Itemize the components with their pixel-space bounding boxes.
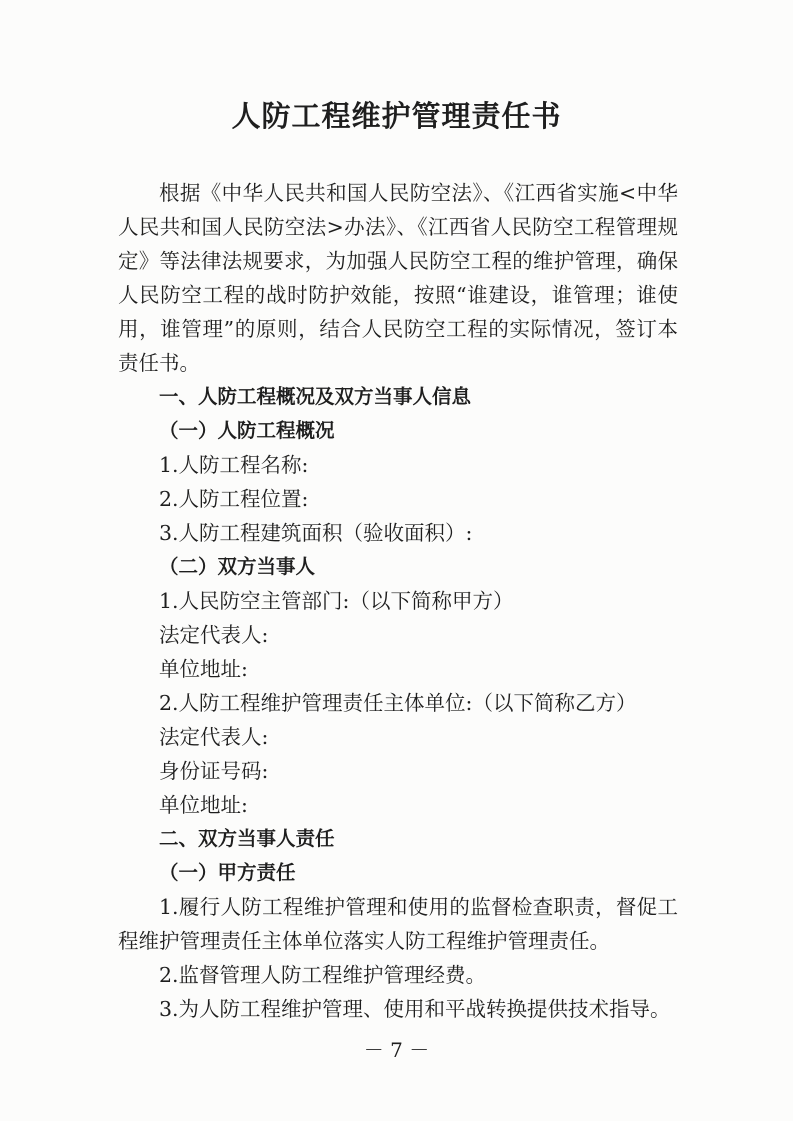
party-b-id-number-field: 身份证号码: (159, 759, 269, 783)
project-name-field: 1.人防工程名称: (159, 453, 309, 477)
party-a-duty-1: 1.履行人防工程维护管理和使用的监督检查职责，督促工程维护管理责任主体单位落实人防工程维护管理责任。 (118, 895, 678, 953)
section2-sub1-heading: （一）甲方责任 (159, 861, 296, 884)
party-a-duty-3: 3.为人防工程维护管理、使用和平战转换提供技术指导。 (159, 997, 671, 1021)
party-a-duty-2: 2.监督管理人防工程维护管理经费。 (159, 963, 487, 987)
party-b-representative-field: 法定代表人: (159, 725, 269, 749)
project-location-field: 2.人防工程位置: (159, 487, 309, 511)
party-a-representative-field: 法定代表人: (159, 623, 269, 647)
section1-sub2-heading: （二）双方当事人 (159, 555, 316, 578)
party-b-address-field: 单位地址: (159, 793, 248, 817)
party-a-department-field: 1.人民防空主管部门:（以下简称甲方） (159, 589, 514, 613)
page-number: － 7 － (363, 1038, 430, 1062)
section2-heading: 二、双方当事人责任 (159, 827, 335, 850)
document-title: 人防工程维护管理责任书 (231, 99, 562, 133)
section1-sub1-heading: （一）人防工程概况 (159, 419, 335, 442)
party-a-address-field: 单位地址: (159, 657, 248, 681)
party-b-unit-field: 2.人防工程维护管理责任主体单位:（以下简称乙方） (159, 691, 637, 715)
document-body (118, 176, 678, 1026)
section1-heading: 一、人防工程概况及双方当事人信息 (159, 385, 472, 408)
project-area-field: 3.人防工程建筑面积（验收面积）: (159, 521, 473, 545)
intro-paragraph: 根据《中华人民共和国人民防空法》、《江西省实施<中华人民共和国人民防空法>办法》、《江西省人民防空工程管理规定》等法律法规要求，为加强人民防空工程的维护管理，确保人民防空工程的战时防护效能，按照“谁建设，谁管理；谁使用，谁管理”的原则，结合人民防空工程的实际情况，签订本责任书。 (118, 181, 678, 375)
